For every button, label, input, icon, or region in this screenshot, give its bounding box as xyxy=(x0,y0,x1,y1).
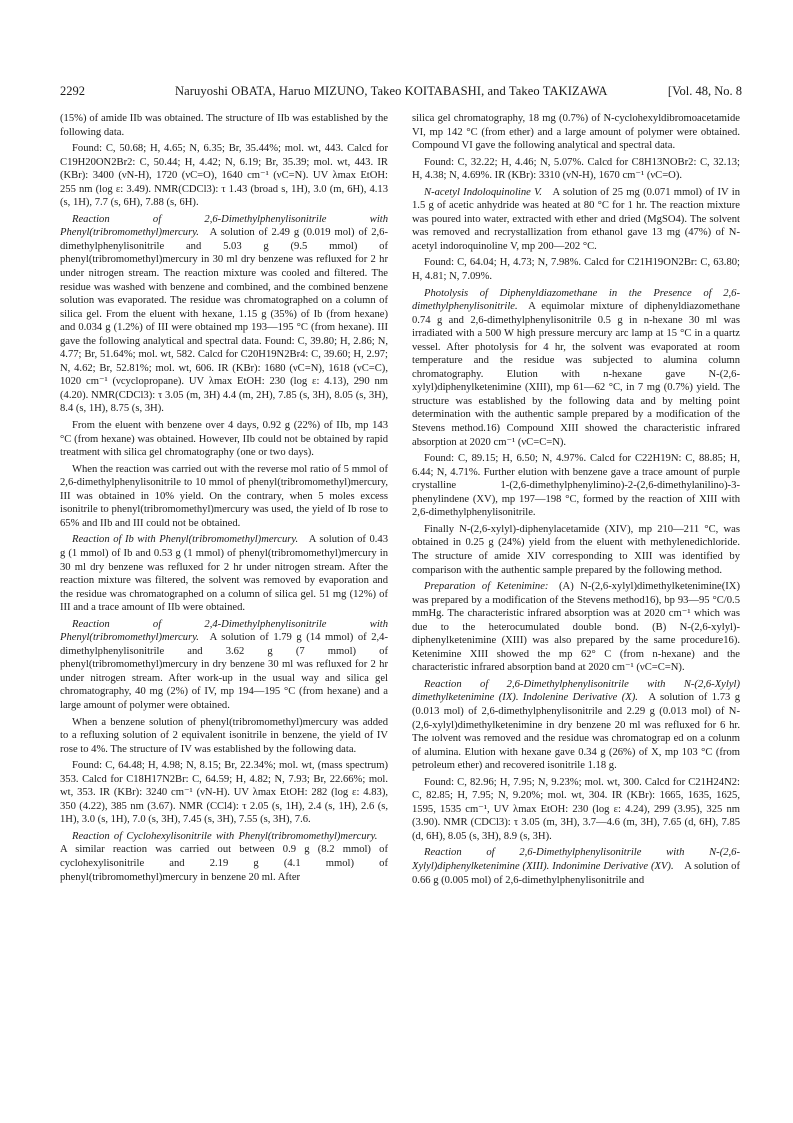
section-heading: Reaction of 2,6-Dimethylphenylisonitrile with N-(2,6-Xylyl) dimethylketenimine (IX). Indolenine Derivative (X). xyxy=(412,678,740,704)
paragraph-text: A solution of 25 mg (0.071 mmol) of IV in 1.5 g of acetic anhydride was heated at 80 °C for 1 hr. The reaction mixture was poured into water, extracted with ether and dried (MgSO4). The solvent was removed and recrystallization from ethanol gave 13 mg (47%) of N-acetyl indoroquinoline V, mp 200—202 °C. xyxy=(412,186,740,252)
paragraph: Found: C, 89.15; H, 6.50; N, 4.97%. Calcd for C22H19N: C, 88.85; H, 6.44; N, 4.71%. Further elution with benzene gave a trace amount of purple crystalline 1-(2,6-dimethylphenylimino)-2-(2,6-dimethylanilino)-3-phenylindene (XV), mp 197—198 °C, formed by the reaction of XIII with 2,6-dimethylphenylisonitrile. xyxy=(412,453,740,519)
section-heading: Reaction of Cyclohexylisonitrile with Phenyl(tribromomethyl)mercury. xyxy=(72,830,378,842)
paragraph: Found: C, 64.48; H, 4.98; N, 8.15; Br, 22.34%; mol. wt, (mass spectrum) 353. Calcd for C18H17N2Br: C, 64.59; H, 4.82; N, 7.93; Br, 22.66%; mol. wt, 353. IR (KBr): 3240 cm⁻¹ (νN-H). UV λmax EtOH: 282 (log ε: 4.83), 350 (4.22), 385 nm (3.67). NMR (CCl4): τ 2.05 (s, 1H), 2.4 (s, 1H), 2.6 (s, 1H), 3.0 (s, 1H), 7.0 (s, 3H), 7.45 (s, 3H), 7.55 (s, 3H), 7.6. xyxy=(60,760,388,826)
volume-info: [Vol. 48, No. 8 xyxy=(667,84,742,98)
paragraph: silica gel chromatography, 18 mg (0.7%) of N-cyclohexyldibromoacetamide VI, mp 142 °C (from ether) and a large amount of polymer were obtained. Compound VI gave the following analytical and spectral data. xyxy=(412,113,740,152)
section-heading: Reaction of 2,6-Dimethylphenylisonitrile with N-(2,6-Xylyl)diphenylketenimine (XIII). Indonimine Derivative (XV). xyxy=(412,847,740,872)
section-paragraph xyxy=(412,186,740,254)
running-authors: Naruyoshi OBATA, Haruo MIZUNO, Takeo KOITABASHI, and Takeo TAKIZAWA xyxy=(175,84,608,98)
section-heading: Preparation of Ketenimine: xyxy=(424,581,549,593)
section-heading: Reaction of 2,6-Dimethylphenylisonitrile with Phenyl(tribromomethyl)mercury. xyxy=(60,213,388,239)
paragraph: When the reaction was carried out with the reverse mol ratio of 5 mmol of 2,6-dimethylphenylisonitrile to 10 mmol of phenyl(tribromomethyl)mercury, III was obtained in 10% yield. On the contrary, when 5 moles excess isonitrile to phenyl(tribromomethyl)mercury was used, the yield of Ib rose to 65% and IIb and III could not be obtained. xyxy=(60,463,388,529)
running-header xyxy=(60,84,742,102)
section-heading: Reaction of Ib with Phenyl(tribromomethyl)mercury. xyxy=(72,534,299,546)
section-paragraph xyxy=(412,287,740,450)
section-heading: Photolysis of Diphenyldiazomethane in the Presence of 2,6-dimethylphenylisonitrile. xyxy=(412,287,740,313)
section-paragraph xyxy=(412,678,740,773)
paragraph: (15%) of amide IIb was obtained. The structure of IIb was established by the following data. xyxy=(60,113,388,138)
paragraph: Found: C, 50.68; H, 4.65; N, 6.35; Br, 35.44%; mol. wt, 443. Calcd for C19H20ON2Br2: C, 50.44; H, 4.42; N, 6.19; Br, 35.39; mol. wt, 443. IR (KBr): 3400 (νN-H), 1720 (νC=O), 1640 cm⁻¹ (νC=N). UV λmax EtOH: 255 nm (log ε: 3.49). NMR(CDCl3): τ 1.43 (broad s, 1H), 3.0 (m, 6H), 4.13 (s, 1H), 7.7 (s, 6H), 7.88 (s, 6H). xyxy=(60,143,388,209)
paragraph-text: (A) N-(2,6-xylyl)dimethylketenimine(IX) was prepared by a modification of the Stevens method16), bp 93—95 °C/0.5 mmHg. The characteristic infrared absorption was at 2020 cm⁻¹ which was due to the heterocumulated double bond. (B) N-(2,6-xylyl)-diphenylketenimine (XIII) was also prepared by the same procedure16). Ketenimine XIII showed the mp 62° C (from n-hexane) and the characteristic infrared absorption band at 2020 cm⁻¹ (νC=C=N). xyxy=(412,581,740,674)
section-paragraph xyxy=(60,533,388,614)
paragraph: Found: C, 82.96; H, 7.95; N, 9.23%; mol. wt, 300. Calcd for C21H24N2: C, 82.85; H, 7.95; N, 9.20%; mol. wt, 304. IR (KBr): 1665, 1635, 1625, 1595, 1535 cm⁻¹, UV λmax EtOH: 230 (log ε: 4.24), 299 (3.95), 325 nm (3.90). NMR (CDCl3): τ 3.05 (m, 3H), 3.7—4.6 (m, 3H), 7.65 (d, 6H), 7.85 (d, 6H), 8.05 (s, 3H), 8.9 (s, 3H). xyxy=(412,776,740,842)
paragraph: When a benzene solution of phenyl(tribromomethyl)mercury was added to a refluxing solution of 2 equivalent isonitrile in benzene, the yield of IV rose to 4%. The structure of IV was established by the following data. xyxy=(60,716,388,755)
paragraph-text: A solution of 0.43 g (1 mmol) of Ib and 0.53 g (1 mmol) of phenyl(tribromomethyl)mercury in 30 ml dry benzene was refluxed for 2 hr under nitrogen stream. After the reaction mixture was filtered, the solvent was removed by evaporation and the residue was chromatographed on a column of silica gel. 51 mg (12%) of III and a trace amount of IIb were obtained. xyxy=(60,534,389,614)
section-paragraph xyxy=(60,830,388,884)
section-paragraph xyxy=(60,618,388,713)
paragraph: Found: C, 64.04; H, 4.73; N, 7.98%. Calcd for C21H19ON2Br: C, 63.80; H, 4.81; N, 7.09%. xyxy=(412,257,740,283)
paragraph: Finally N-(2,6-xylyl)-diphenylacetamide (XIV), mp 210—211 °C, was obtained in 0.25 g (24%) yield from the eluent with methylenedichloride. The structure of amide XIV corresponding to XIII was identified by comparison with the authentic sample prepared by the following method. xyxy=(412,523,740,576)
section-paragraph xyxy=(412,846,740,887)
paragraph-text: A equimolar mixture of diphenyldiazomethane 0.74 g and 2,6-dimethylphenylisonitrile 0.5 g in n-hexane 30 ml was irradiated with a 500 W high pressure mercury arc lamp at 15 °C in a quartz vessel. After photolysis for 4 hr, the solvent was evaporated at room temperature and the residue was subjected to alumina column chromatography. Elution with n-hexane gave N-(2,6-xylyl)diphenylketenimine (XIII), mp 61—62 °C, in 7 mg (0.7%) yield. The structure was established by the following data and by melting point determination with the authentic sample prepared by a modification of the Stevens method.16) Compound XIII showed the characteristic infrared absorption at 2020 cm⁻¹ (νC=C=N). xyxy=(412,301,740,448)
page-number: 2292 xyxy=(60,84,85,98)
paragraph: From the eluent with benzene over 4 days, 0.92 g (22%) of IIb, mp 143 °C (from hexane) was obtained. However, IIb could not be obtained by rapid treatment with silica gel chromatography (one or two days). xyxy=(60,420,388,459)
paragraph-text: A solution of 1.79 g (14 mmol) of 2,4-dimethylphenylisonitrile and 3.62 g (7 mmol) of phenyl(tribromomethyl)mercury in dry benzene 30 ml was refluxed for 2 hr under nitrogen stream. After work-up in the usual way and silica gel chromatography, 40 mg (2%) of IV, mp 194—195 °C (from hexane) and a large amount of polymer were obtained. xyxy=(60,632,388,711)
right-column xyxy=(412,112,740,887)
paragraph-text: A solution of 0.66 g (0.005 mol) of 2,6-dimethylphenylisonitrile and xyxy=(412,860,741,886)
section-heading: N-acetyl Indoloquinoline V. xyxy=(424,186,542,198)
section-paragraph xyxy=(60,213,388,416)
paragraph-text: A solution of 2.49 g (0.019 mol) of 2,6-dimethylphenylisonitrile and 5.03 g (9.5 mmol) of phenyl(tribromomethyl)mercury in 30 ml dry benzene was refluxed for 2 hr under nitrogen stream. The reaction mixture was cooled and filtered. The residue was washed with benzene and combined, and the combined benzene solution was evaporated. The residue was chromatographed on a column of silica gel. From the eluent with hexane, 1.15 g (35%) of Ib (from hexane) and 0.034 g (1.2%) of III were obtained mp 193—195 °C (from hexane). III gave the following analytical and spectral data. Found: C, 39.80; H, 2.86; N, 4.77; Br, 51.64%; mol. wt, 582. Calcd for C20H19N2Br4: C, 39.60; H, 2.97; N, 4.62; Br, 52.81%; mol. wt, 606. IR (KBr): 1680 (νC=N), 1618 (νC=C), 1020 cm⁻¹ (νcyclopropane). UV λmax EtOH: 230 (log ε: 4.13), 290 nm (4.20). NMR(CDCl3): τ 3.05 (m, 3H) 4.4 (m, 2H), 7.85 (s, 3H), 8.05 (s, 3H), 8.4 (s, 1H), 8.75 (s, 3H). xyxy=(60,227,388,415)
section-heading: Reaction of 2,4-Dimethylphenylisonitrile with Phenyl(tribromomethyl)mercury. xyxy=(60,618,388,644)
left-column xyxy=(60,112,388,884)
paragraph: Found: C, 32.22; H, 4.46; N, 5.07%. Calcd for C8H13NOBr2: C, 32.13; H, 4.38; N, 4.69%. IR (KBr): 3310 (νN-H), 1670 cm⁻¹ (νC=O). xyxy=(412,156,740,182)
paragraph-text: A solution of 1.73 g (0.013 mol) of 2,6-dimethylphenylisonitrile and 2.29 g (0.013 mol) of N-(2,6-xylyl)dimethylketenimine in dry benzene 20 ml was refluxed for 6 hr. The ıolvent was removed and the residue was chromatograp ed on a colunm of alumina. Elution with hexane gave 0.34 g (26%) of X, mp 103 °C (from petroleum ether) and recovered isonitrile 1.18 g. xyxy=(412,692,740,772)
section-paragraph xyxy=(412,580,740,675)
paragraph-text: A similar reaction was carried out between 0.9 g (8.2 mmol) of cyclohexylisonitrile and 2.19 g (4.1 mmol) of phenyl(tribromomethyl)mercury in benzene 20 ml. After xyxy=(60,844,388,883)
